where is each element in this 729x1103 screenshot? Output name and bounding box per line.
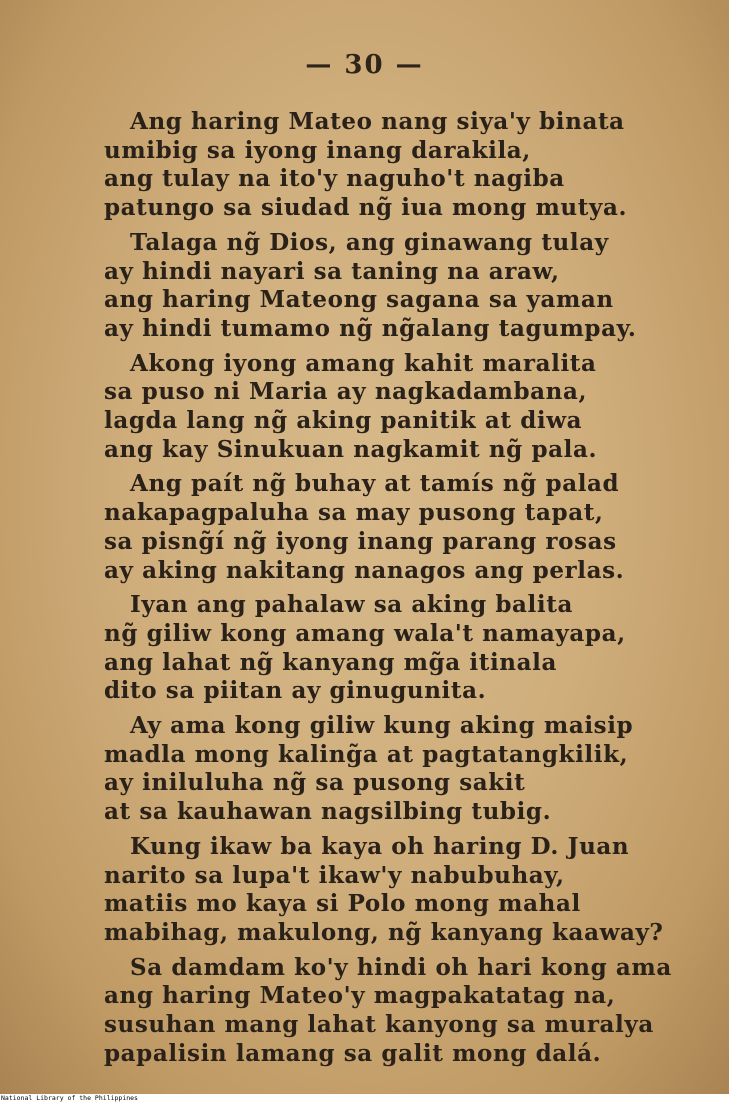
poem-line: patungo sa siudad ng̃ iua mong mutya.	[104, 194, 628, 222]
footer-bar	[0, 1094, 729, 1103]
poem-line: ang haring Mateo'y magpakatatag na,	[104, 982, 616, 1010]
stanza	[104, 954, 704, 1069]
poem-line: susuhan mang lahat kanyong sa muralya	[104, 1011, 654, 1039]
poem-line: Ang haring Mateo nang siya'y binata	[130, 108, 625, 135]
poem-line: ang haring Mateong sagana sa yaman	[104, 286, 614, 314]
stanza	[104, 591, 704, 706]
stanza	[104, 350, 704, 465]
poem-line: sa puso ni Maria ay nagkadambana,	[104, 378, 588, 406]
page-number: — 30 —	[305, 50, 424, 80]
poem-line: ang kay Sinukuan nagkamit ng̃ pala.	[104, 435, 598, 463]
poem-line: Kung ikaw ba kaya oh haring D. Juan	[130, 832, 630, 860]
footer-credit: National Library of the Philippines	[1, 1094, 138, 1102]
stanza	[104, 712, 704, 827]
poem-line: umibig sa iyong inang darakila,	[104, 136, 531, 164]
poem-line: ang lahat ng̃ kanyang mg̃a itinala	[104, 648, 557, 676]
stanza	[104, 229, 704, 344]
stanza	[104, 833, 704, 948]
poem-line: Ang paít ng̃ buhay at tamís ng̃ palad	[130, 470, 620, 498]
poem-line: mabihag, makulong, ng̃ kanyang kaaway?	[104, 918, 664, 946]
poem-line: ay aking nakitang nanagos ang perlas.	[104, 556, 625, 584]
poem-line: matiis mo kaya si Polo mong mahal	[104, 890, 581, 918]
poem-line: papalisin lamang sa galit mong dalá.	[104, 1039, 602, 1067]
poem-body	[104, 108, 704, 1075]
poem-line: lagda lang ng̃ aking panitik at diwa	[104, 407, 583, 435]
poem-line: ay hindi tumamo ng̃ ng̃alang tagumpay.	[104, 314, 637, 342]
poem-line: ng̃ giliw kong amang wala't namayapa,	[104, 619, 626, 647]
poem-line: dito sa piitan ay ginugunita.	[104, 677, 487, 705]
stanza	[104, 470, 704, 585]
poem-line: Akong iyong amang kahit maralita	[130, 349, 597, 377]
poem-line: sa pisng̃í ng̃ iyong inang parang rosas	[104, 527, 617, 555]
stanza	[104, 108, 704, 223]
poem-line: ay hindi nayari sa taning na araw,	[104, 257, 560, 285]
poem-line: at sa kauhawan nagsilbing tubig.	[104, 798, 552, 826]
poem-line: ang tulay na ito'y naguho't nagiba	[104, 165, 565, 193]
poem-line: ay iniluluha ng̃ sa pusong sakit	[104, 769, 526, 797]
poem-line: Ay ama kong giliw kung aking maisip	[130, 712, 634, 740]
poem-line: nakapagpaluha sa may pusong tapat,	[104, 499, 604, 527]
poem-line: narito sa lupa't ikaw'y nabubuhay,	[104, 861, 565, 889]
poem-line: Sa damdam ko'y hindi oh hari kong ama	[130, 953, 672, 981]
poem-line: Talaga ng̃ Dios, ang ginawang tulay	[130, 228, 609, 256]
poem-line: Iyan ang pahalaw sa aking balita	[130, 591, 573, 619]
poem-line: madla mong kaling̃a at pagtatangkilik,	[104, 740, 629, 768]
